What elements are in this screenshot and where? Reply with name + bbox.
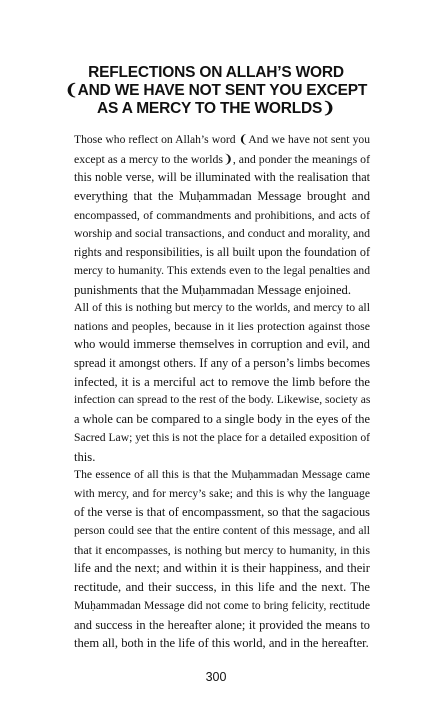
text-line: infection can spread to the rest of the body. Likewise, society as	[74, 393, 371, 407]
text-line: nations and peoples, because in it lies protection against those	[74, 318, 370, 333]
paragraph-1	[74, 131, 370, 299]
text-line: encompassed, of commandments and prohibitions, and acts of	[74, 207, 370, 222]
text-line: rectitude, and their success, in this life and the next. The	[74, 580, 370, 595]
text-line: person could see that the entire content of this message, and all	[74, 524, 370, 538]
text-line: mercy to humanity. This extends even to the legal penalties and	[74, 263, 370, 277]
text-line: Muḥammadan Message did not come to bring felicity, rectitude	[74, 598, 370, 612]
heading-line-2: ❨AND WE HAVE NOT SENT YOU EXCEPT	[64, 82, 368, 99]
text-line: infected, it is a merciful act to remove the limb before the	[74, 374, 370, 389]
chapter-heading	[0, 64, 432, 118]
paragraph-3	[74, 466, 370, 653]
text-line: them all, both in the life of this world, and in the hereafter.	[74, 636, 369, 651]
text-line: a whole can be compared to a single body in the eyes of the	[74, 412, 370, 427]
text-line: and success in the hereafter alone; it provided the means to	[74, 617, 370, 632]
text-line: who would immerse themselves in corruption and evil, and	[74, 337, 370, 352]
text-line: Sacred Law; yet this is not the place for a detailed exposition of	[74, 430, 370, 444]
paragraph-2	[74, 298, 370, 466]
text-line: that it encompasses, is nothing but mercy to humanity, in this	[74, 542, 370, 557]
text-line: life and the next; and within it is their happiness, and their	[74, 561, 370, 576]
heading-line-1: REFLECTIONS ON ALLAH’S WORD	[88, 64, 344, 81]
text-line: everything that the Muḥammadan Message brought and	[74, 189, 370, 204]
text-line: of the verse is that of encompassment, so that the sagacious	[74, 505, 370, 520]
text-line: The essence of all this is that the Muḥammadan Message came	[74, 468, 370, 481]
text-line: this noble verse, will be illuminated with the realisation that	[74, 170, 370, 185]
text-line: rights and responsibilities, is all built upon the foundation of	[74, 245, 370, 260]
text-line: this.	[74, 449, 96, 464]
text-line: punishments that the Muḥammadan Message enjoined.	[74, 282, 352, 297]
text-line: with mercy, and for mercy’s sake; and this is why the language	[74, 486, 370, 500]
page-number: 300	[205, 670, 227, 684]
text-line: All of this is nothing but mercy to the worlds, and mercy to all	[74, 300, 370, 314]
text-line: spread it amongst others. If any of a person’s limbs becomes	[74, 356, 370, 371]
text-line: worship and social transactions, and conduct and morality, and	[74, 226, 371, 241]
heading-line-3: AS A MERCY TO THE WORLDS❩	[97, 100, 335, 117]
text-line: Those who reflect on Allah’s word ❨And we have not sent you	[74, 133, 370, 146]
text-line: except as a mercy to the worlds❩, and ponder the meanings of	[74, 151, 370, 166]
